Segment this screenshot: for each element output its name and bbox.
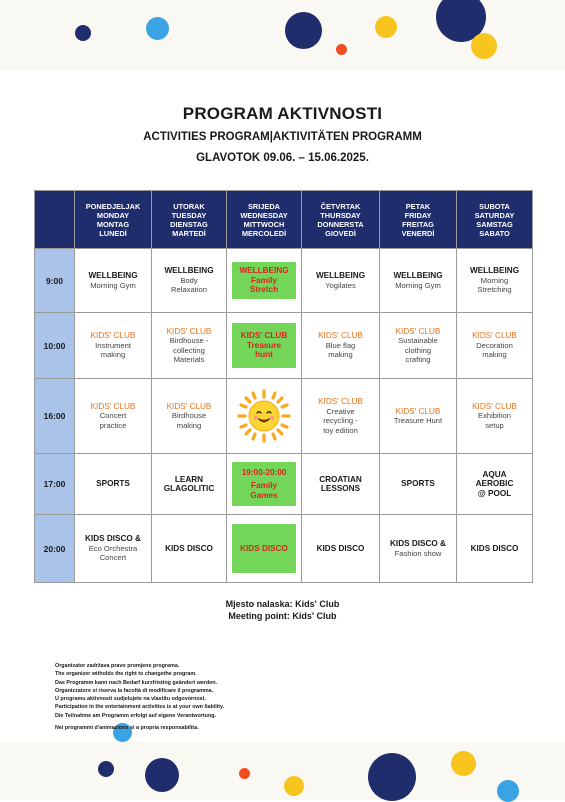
schedule-row-2000	[35, 515, 533, 583]
day-header-monday: PONEDJELJAK MONDAY MONTAG LUNEDÌ	[75, 191, 152, 249]
activity-cell: KIDS' CLUB Sustainable clothing crafting	[380, 313, 457, 379]
activity-cell: LEARN GLAGOLITIC	[152, 454, 227, 515]
activity-cell: KIDS' CLUB Creative recycling - toy edition	[302, 379, 380, 454]
disclaimer-notes	[55, 662, 224, 732]
day-header-saturday: SUBOTA SATURDAY SAMSTAG SABATO	[457, 191, 533, 249]
orange-dot-decoration	[239, 768, 250, 779]
time-cell: 20:00	[35, 515, 75, 583]
note-line: Organizator zadržava pravo promjene programa.	[55, 663, 180, 669]
yellow-dot-decoration	[375, 16, 397, 38]
note-line: U programu aktivnosti sudjelujete na vlastitu odgovornost.	[55, 696, 206, 703]
navy-dot-decoration	[98, 761, 114, 777]
navy-dot-decoration	[368, 753, 416, 801]
yellow-dot-decoration	[451, 751, 476, 776]
green-highlight-box: WELLBEING Family Stretch	[232, 262, 296, 299]
activity-cell: AQUA AEROBIC @ POOL	[457, 454, 533, 515]
navy-dot-decoration	[75, 25, 91, 41]
activity-cell: KIDS DISCO	[457, 515, 533, 583]
time-cell: 16:00	[35, 379, 75, 454]
activity-cell: KIDS' CLUB Birdhouse - collecting Materials	[152, 313, 227, 379]
note-line: Organizzatore si riserva la facoltà di modificare il programma.	[55, 687, 214, 694]
blue-dot-decoration	[146, 17, 169, 40]
smiling-sun-icon	[236, 388, 292, 444]
day-header-wednesday: SRIJEDA WEDNESDAY MITTWOCH MERCOLEDÌ	[227, 191, 302, 249]
day-header-friday: PETAK FRIDAY FREITAG VENERDÌ	[380, 191, 457, 249]
activity-cell: KIDS' CLUB Instrument making	[75, 313, 152, 379]
activity-cell: WELLBEING Body Relaxation	[152, 249, 227, 313]
meeting-point-hr: Mjesto nalaska: Kids' Club	[225, 599, 340, 609]
activity-cell: CROATIAN LESSONS	[302, 454, 380, 515]
activity-cell: SPORTS	[380, 454, 457, 515]
activity-cell-highlight	[227, 515, 302, 583]
schedule-row-1700	[35, 454, 533, 515]
meeting-point-en: Meeting point: Kids' Club	[228, 611, 337, 621]
program-dates: GLAVOTOK 09.06. – 15.06.2025.	[196, 152, 369, 164]
activity-cell: WELLBEING Morning Gym	[75, 249, 152, 313]
activity-cell: KIDS' CLUB Birdhouse making	[152, 379, 227, 454]
activity-cell: KIDS DISCO & Eco Orchestra Concert	[75, 515, 152, 583]
schedule-table	[34, 190, 533, 583]
time-cell: 10:00	[35, 313, 75, 379]
activity-cell: KIDS' CLUB Treasure Hunt	[380, 379, 457, 454]
activity-cell: KIDS' CLUB Concert practice	[75, 379, 152, 454]
activity-cell: WELLBEING Morning Gym	[380, 249, 457, 313]
activity-cell: WELLBEING Morning Stretching	[457, 249, 533, 313]
activity-cell-highlight	[227, 454, 302, 515]
green-highlight-box: 19:00-20:00 Family Games	[232, 462, 296, 507]
activity-cell: KIDS DISCO & Fashion show	[380, 515, 457, 583]
green-highlight-box: KIDS' CLUB Treasure hunt	[232, 323, 296, 368]
day-header-row	[35, 191, 533, 249]
program-subtitle: ACTIVITIES PROGRAM|AKTIVITÄTEN PROGRAMM	[143, 131, 422, 143]
time-cell: 9:00	[35, 249, 75, 313]
schedule-row-1600	[35, 379, 533, 454]
yellow-dot-decoration	[471, 33, 497, 59]
blue-dot-decoration	[497, 780, 519, 802]
program-title: PROGRAM AKTIVNOSTI	[182, 104, 383, 123]
activity-cell: KIDS DISCO	[302, 515, 380, 583]
navy-dot-decoration	[145, 758, 179, 792]
activity-cell: SPORTS	[75, 454, 152, 515]
activity-cell: WELLBEING Yogilates	[302, 249, 380, 313]
schedule-row-0900	[35, 249, 533, 313]
schedule-row-1000	[35, 313, 533, 379]
day-header-tuesday: UTORAK TUESDAY DIENSTAG MARTEDÌ	[152, 191, 227, 249]
note-line: Die Teilnahme am Programm erfolgt auf eigene Verantwortung.	[55, 712, 217, 719]
activity-cell: KIDS DISCO	[152, 515, 227, 583]
activity-cell-highlight	[227, 313, 302, 379]
activity-cell: KIDS' CLUB Exhibition setup	[457, 379, 533, 454]
corner-cell	[35, 191, 75, 249]
note-line: Nei programmi d'animazione si a propria responsabilita.	[55, 725, 199, 732]
note-line: The organizer witholds the right to changethe program.	[55, 671, 197, 678]
time-cell: 17:00	[35, 454, 75, 515]
bottom-decoration-band	[0, 742, 565, 800]
navy-dot-decoration	[285, 12, 322, 49]
note-line: Das Programm kann nach Bedarf kurzfristing geändert werden.	[55, 679, 218, 686]
orange-dot-decoration	[336, 44, 347, 55]
day-header-thursday: ČETVRTAK THURSDAY DONNERSTA GIOVEDÌ	[302, 191, 380, 249]
green-highlight-box: KIDS DISCO	[232, 524, 296, 574]
activity-cell: KIDS' CLUB Decoration making	[457, 313, 533, 379]
activity-cell-highlight	[227, 249, 302, 313]
sun-cell	[227, 379, 302, 454]
note-line: Participation in the entertainment activities is at your own liability.	[55, 704, 225, 711]
activity-cell: KIDS' CLUB Blue flag making	[302, 313, 380, 379]
yellow-dot-decoration	[284, 776, 304, 796]
